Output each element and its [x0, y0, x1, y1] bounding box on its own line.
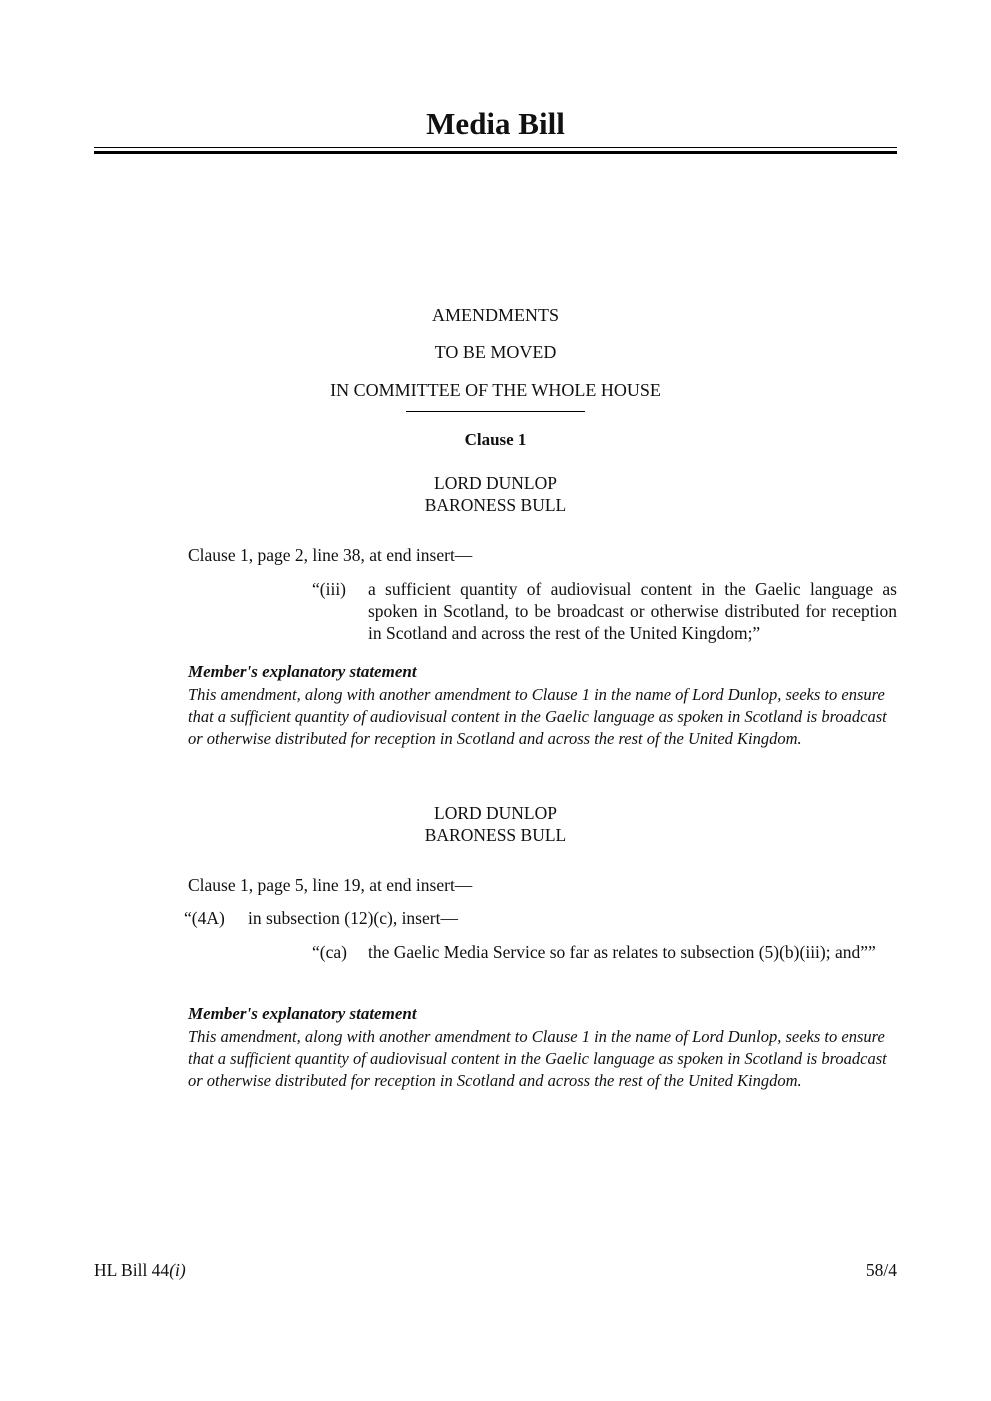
document-title: Media Bill: [426, 106, 565, 141]
explanatory-statement: This amendment, along with another amendment to Clause 1 in the name of Lord Dunlop, seeks to ensure that a sufficient quantity of audiovisual content in the Gaelic language as spoken in Scotland is broadcast or otherwise distributed for reception in Scotland and across the rest of the United Kingdom.: [188, 1027, 887, 1090]
title-rule: [94, 147, 897, 148]
amendment-instruction: Clause 1, page 2, line 38, at end insert—: [188, 545, 473, 565]
statement-heading: Member's explanatory statement: [188, 662, 417, 681]
footer-bill-number: [94, 1259, 186, 1281]
item-text: in subsection (12)(c), insert—: [248, 908, 458, 928]
sponsor-name: BARONESS BULL: [424, 825, 567, 845]
amendment-instruction: Clause 1, page 5, line 19, at end insert—: [188, 875, 473, 895]
item-text: the Gaelic Media Service so far as relates to subsection (5)(b)(iii); and””: [368, 942, 876, 962]
sponsor-name: LORD DUNLOP: [434, 803, 557, 823]
title-rule-thick: [94, 151, 897, 154]
sponsor-name: LORD DUNLOP: [434, 473, 557, 493]
heading-committee: IN COMMITTEE OF THE WHOLE HOUSE: [330, 380, 661, 400]
statement-heading: Member's explanatory statement: [188, 1004, 417, 1023]
bill-number: HL Bill 44: [94, 1260, 170, 1280]
item-number: “(4A): [184, 908, 225, 928]
bill-suffix: (i): [169, 1260, 186, 1280]
explanatory-statement: This amendment, along with another amendment to Clause 1 in the name of Lord Dunlop, seeks to ensure that a sufficient quantity of audiovisual content in the Gaelic language as spoken in Scotland is broadcast or otherwise distributed for reception in Scotland and across the rest of the United Kingdom.: [188, 685, 887, 748]
item-number: “(iii): [312, 579, 347, 599]
sponsor-name: BARONESS BULL: [424, 495, 567, 515]
footer-page-ref: 58/4: [865, 1260, 897, 1280]
item-text: a sufficient quantity of audiovisual content in the Gaelic language as spoken in Scotland, to be broadcast or otherwise distributed for reception in Scotland and across the rest of the United Kingdom;”: [368, 579, 897, 643]
heading-to-be-moved: TO BE MOVED: [434, 342, 557, 362]
heading-amendments: AMENDMENTS: [431, 305, 559, 325]
item-number: “(ca): [312, 942, 347, 962]
clause-heading: Clause 1: [464, 430, 527, 449]
divider: [406, 411, 585, 412]
